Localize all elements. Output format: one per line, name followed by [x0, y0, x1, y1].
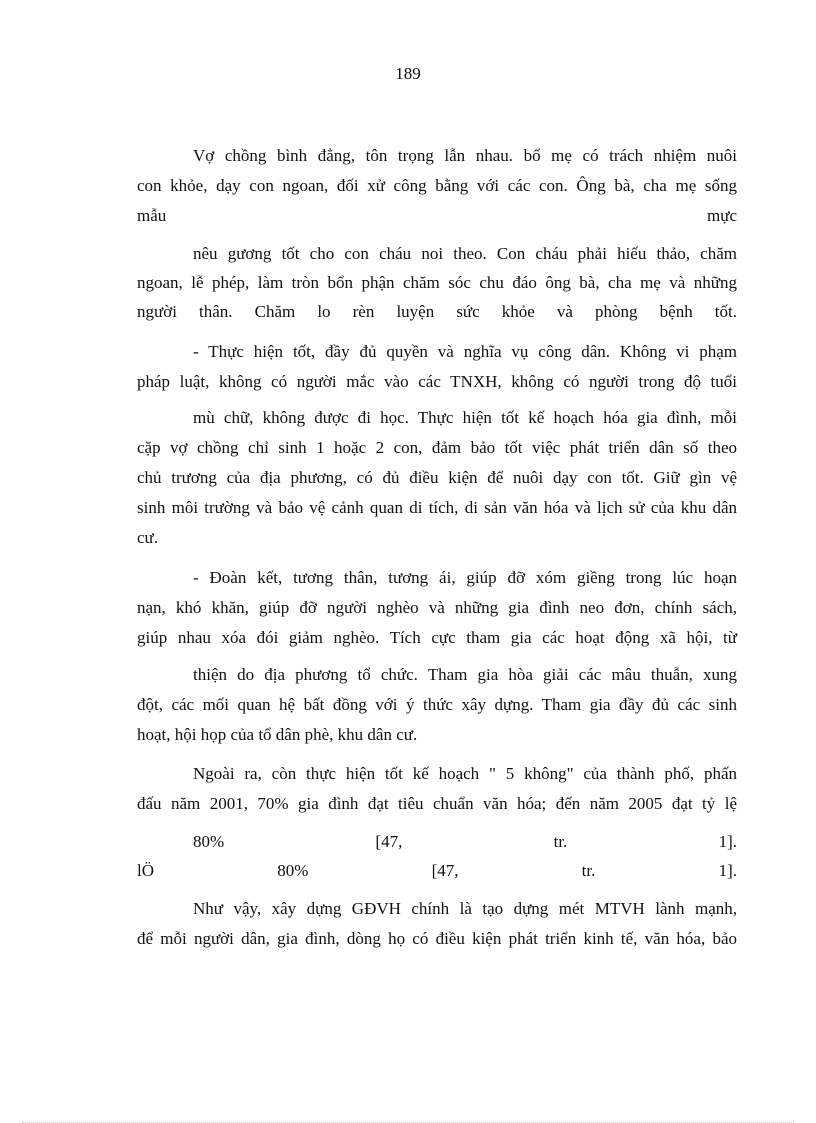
text-line: mẫu mực	[137, 206, 737, 225]
text-line: pháp luật, không có người mắc vào các TNXH, không có người trong độ tuổi	[137, 372, 737, 391]
text-line: sinh môi trường và bảo vệ cảnh quan di tích, di sản văn hóa và lịch sử của khu dân	[137, 498, 737, 517]
text-line: đấu năm 2001, 70% gia đình đạt tiêu chuẩn văn hóa; đến năm 2005 đạt tỷ lệ	[137, 794, 737, 813]
text-line: giúp nhau xóa đói giảm nghèo. Tích cực tham gia các hoạt động xã hội, từ	[137, 628, 737, 647]
text-line: - Đoàn kết, tương thân, tương ái, giúp đỡ xóm giềng trong lúc hoạn	[193, 568, 737, 587]
text-line: nạn, khó khăn, giúp đỡ người nghèo và những gia đình neo đơn, chính sách,	[137, 598, 737, 617]
text-line: con khỏe, dạy con ngoan, đối xử công bằng với các con. Ông bà, cha mẹ sống	[137, 176, 737, 195]
text-line: hoạt, hội họp của tổ dân phè, khu dân cư.	[137, 725, 418, 744]
text-line: để mỗi người dân, gia đình, dòng họ có điều kiện phát triển kinh tế, văn hóa, bảo	[137, 929, 737, 948]
text-line: cặp vợ chồng chỉ sinh 1 hoặc 2 con, đảm bảo tốt việc phát triển dân số theo	[137, 438, 737, 457]
text-line: 80% [47, tr. 1].	[193, 832, 737, 851]
text-line: cư.	[137, 528, 159, 547]
text-line: Ngoài ra, còn thực hiện tốt kế hoạch " 5 không" của thành phố, phấn	[193, 764, 737, 783]
text-line: lÖ 80% [47, tr. 1].	[137, 861, 737, 880]
text-line: Như vậy, xây dựng GĐVH chính là tạo dựng mét MTVH lành mạnh,	[193, 899, 737, 918]
text-line: chủ trương của địa phương, có đủ điều kiện để nuôi dạy con tốt. Giữ gìn vệ	[137, 468, 737, 487]
text-line: người thân. Chăm lo rèn luyện sức khỏe và phòng bệnh tốt.	[137, 302, 737, 321]
page-number: 189	[395, 64, 421, 83]
text-line: nêu gương tốt cho con cháu noi theo. Con cháu phải hiếu thảo, chăm	[193, 244, 737, 263]
text-line: - Thực hiện tốt, đầy đủ quyền và nghĩa vụ công dân. Không vi phạm	[193, 342, 737, 361]
text-line: thiện do địa phương tổ chức. Tham gia hòa giải các mâu thuẫn, xung	[193, 665, 737, 684]
text-line: ngoan, lễ phép, làm tròn bổn phận chăm sóc chu đáo ông bà, cha mẹ và những	[137, 273, 737, 292]
text-line: mù chữ, không được đi học. Thực hiện tốt kế hoạch hóa gia đình, mỗi	[193, 408, 737, 427]
text-line: Vợ chồng bình đẳng, tôn trọng lẫn nhau. bố mẹ có trách nhiệm nuôi	[193, 146, 737, 165]
text-line: đột, các mối quan hệ bất đồng với ý thức xây dựng. Tham gia đầy đủ các sinh	[137, 695, 737, 714]
